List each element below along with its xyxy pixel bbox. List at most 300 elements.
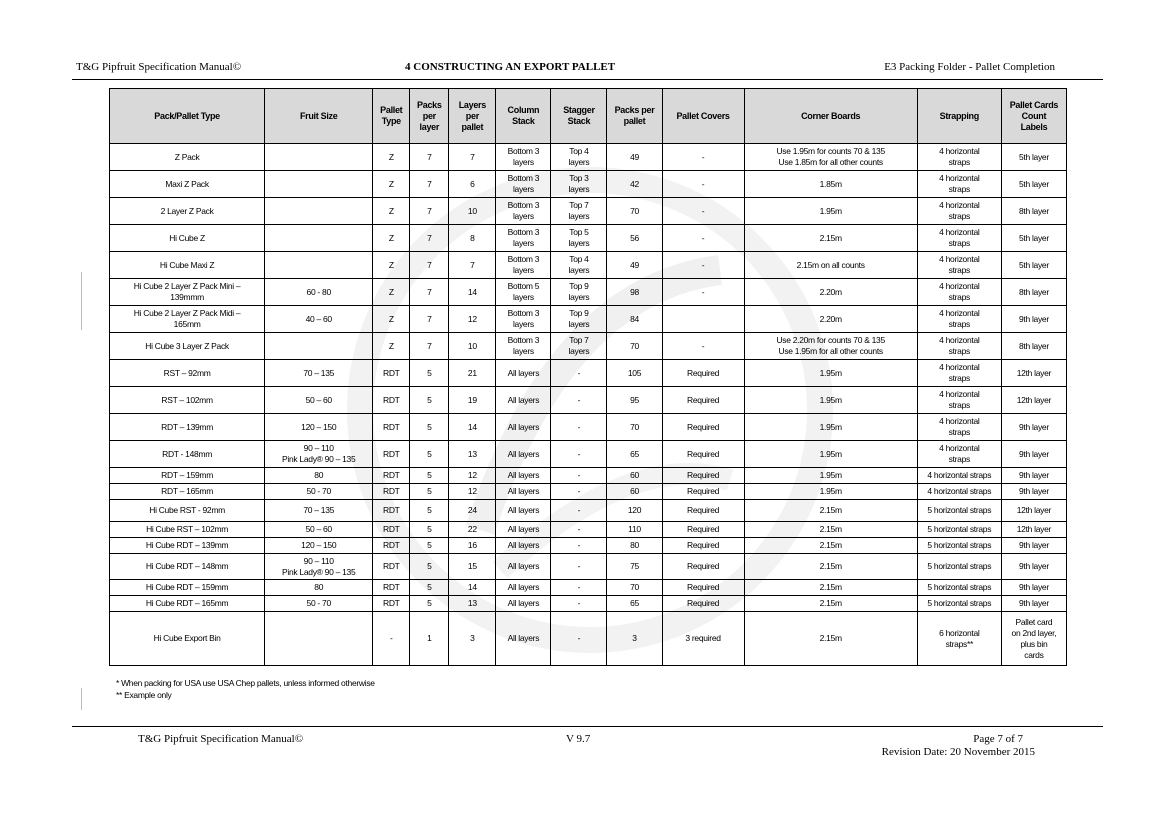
cell-packs-per-layer: 5: [410, 522, 449, 538]
cell-layers-per-pallet: 12: [449, 484, 496, 500]
cell-strapping: 4 horizontal straps: [917, 360, 1001, 387]
column-header-pallet-type: Pallet Type: [373, 89, 410, 144]
cell-packs-per-layer: 5: [410, 538, 449, 554]
cell-packs-per-layer: 7: [410, 279, 449, 306]
cell-strapping: 6 horizontal straps**: [917, 612, 1001, 666]
cell-stagger-stack: Top 9 layers: [551, 279, 607, 306]
cell-pallet-covers: 3 required: [662, 612, 744, 666]
table-row: [110, 538, 1067, 554]
cell-fruit-size: 60 - 80: [265, 279, 373, 306]
cell-pallet-cards: 8th layer: [1001, 198, 1066, 225]
footnotes: [116, 677, 375, 701]
cell-corner-boards: 2.15m: [744, 596, 917, 612]
cell-pallet-cards: 5th layer: [1001, 252, 1066, 279]
cell-pallet-type: Z: [373, 333, 410, 360]
cell-pallet-covers: Required: [662, 538, 744, 554]
cell-packs-per-pallet: 110: [607, 522, 662, 538]
footnote-usa: * When packing for USA use USA Chep pallets, unless informed otherwise: [116, 678, 375, 688]
cell-pallet-covers: Required: [662, 500, 744, 522]
column-header-pack-type: Pack/Pallet Type: [110, 89, 265, 144]
cell-packs-per-pallet: 3: [607, 612, 662, 666]
cell-pack-type: Hi Cube Z: [110, 225, 265, 252]
header-left: T&G Pipfruit Specification Manual©: [76, 61, 242, 73]
cell-pack-type: RDT - 148mm: [110, 441, 265, 468]
cell-pallet-type: Z: [373, 306, 410, 333]
cell-corner-boards: Use 1.95m for counts 70 & 135 Use 1.85m for all other counts: [744, 144, 917, 171]
cell-stagger-stack: -: [551, 360, 607, 387]
cell-column-stack: All layers: [496, 612, 551, 666]
cell-stagger-stack: -: [551, 596, 607, 612]
cell-corner-boards: 1.95m: [744, 414, 917, 441]
cell-layers-per-pallet: 16: [449, 538, 496, 554]
cell-packs-per-layer: 7: [410, 144, 449, 171]
cell-pallet-type: RDT: [373, 484, 410, 500]
cell-packs-per-pallet: 49: [607, 144, 662, 171]
cell-stagger-stack: -: [551, 414, 607, 441]
cell-pack-type: Hi Cube 3 Layer Z Pack: [110, 333, 265, 360]
cell-packs-per-layer: 5: [410, 500, 449, 522]
cell-packs-per-pallet: 75: [607, 554, 662, 580]
cell-pack-type: Hi Cube Export Bin: [110, 612, 265, 666]
table-row: [110, 580, 1067, 596]
cell-pallet-covers: -: [662, 144, 744, 171]
cell-packs-per-layer: 7: [410, 198, 449, 225]
header-right: E3 Packing Folder - Pallet Completion: [884, 61, 1055, 73]
cell-fruit-size: 50 - 70: [265, 484, 373, 500]
cell-strapping: 4 horizontal straps: [917, 225, 1001, 252]
cell-pallet-cards: 12th layer: [1001, 522, 1066, 538]
cell-pallet-covers: Required: [662, 468, 744, 484]
cell-column-stack: All layers: [496, 484, 551, 500]
cell-fruit-size: 50 – 60: [265, 387, 373, 414]
cell-pallet-type: Z: [373, 225, 410, 252]
cell-packs-per-layer: 5: [410, 596, 449, 612]
table-row: [110, 554, 1067, 580]
cell-stagger-stack: -: [551, 441, 607, 468]
cell-corner-boards: 1.95m: [744, 484, 917, 500]
change-bar: [81, 688, 82, 710]
cell-strapping: 4 horizontal straps: [917, 279, 1001, 306]
column-header-pallet-cards: Pallet Cards Count Labels: [1001, 89, 1066, 144]
cell-packs-per-layer: 5: [410, 468, 449, 484]
cell-fruit-size: [265, 171, 373, 198]
table-row: [110, 468, 1067, 484]
cell-corner-boards: 1.85m: [744, 171, 917, 198]
column-header-pallet-covers: Pallet Covers: [662, 89, 744, 144]
cell-pack-type: Hi Cube 2 Layer Z Pack Mini – 139mmm: [110, 279, 265, 306]
cell-pack-type: RDT – 165mm: [110, 484, 265, 500]
cell-fruit-size: 80: [265, 468, 373, 484]
cell-corner-boards: 1.95m: [744, 360, 917, 387]
cell-pallet-cards: 12th layer: [1001, 500, 1066, 522]
cell-layers-per-pallet: 7: [449, 144, 496, 171]
column-header-packs-per-pallet: Packs per pallet: [607, 89, 662, 144]
cell-packs-per-layer: 7: [410, 171, 449, 198]
cell-pack-type: 2 Layer Z Pack: [110, 198, 265, 225]
cell-stagger-stack: -: [551, 612, 607, 666]
cell-pack-type: Hi Cube 2 Layer Z Pack Midi – 165mm: [110, 306, 265, 333]
table-row: [110, 279, 1067, 306]
cell-corner-boards: 2.15m: [744, 500, 917, 522]
cell-strapping: 4 horizontal straps: [917, 252, 1001, 279]
table-row: [110, 252, 1067, 279]
cell-pallet-covers: Required: [662, 360, 744, 387]
cell-stagger-stack: -: [551, 538, 607, 554]
cell-pallet-covers: -: [662, 198, 744, 225]
cell-layers-per-pallet: 21: [449, 360, 496, 387]
cell-packs-per-pallet: 42: [607, 171, 662, 198]
cell-stagger-stack: -: [551, 387, 607, 414]
cell-pallet-cards: 5th layer: [1001, 144, 1066, 171]
column-header-strapping: Strapping: [917, 89, 1001, 144]
cell-fruit-size: 70 – 135: [265, 360, 373, 387]
cell-stagger-stack: Top 5 layers: [551, 225, 607, 252]
cell-pallet-cards: 5th layer: [1001, 171, 1066, 198]
cell-strapping: 4 horizontal straps: [917, 441, 1001, 468]
cell-packs-per-layer: 5: [410, 554, 449, 580]
cell-corner-boards: 2.20m: [744, 306, 917, 333]
cell-packs-per-pallet: 105: [607, 360, 662, 387]
cell-corner-boards: 2.15m: [744, 522, 917, 538]
cell-pallet-cards: 9th layer: [1001, 441, 1066, 468]
cell-layers-per-pallet: 10: [449, 198, 496, 225]
cell-packs-per-pallet: 65: [607, 596, 662, 612]
cell-pallet-type: Z: [373, 279, 410, 306]
cell-packs-per-pallet: 70: [607, 414, 662, 441]
footnote-example: ** Example only: [116, 690, 172, 700]
cell-pallet-type: RDT: [373, 554, 410, 580]
cell-strapping: 5 horizontal straps: [917, 522, 1001, 538]
cell-layers-per-pallet: 19: [449, 387, 496, 414]
cell-pallet-type: RDT: [373, 596, 410, 612]
cell-pack-type: Hi Cube RDT – 159mm: [110, 580, 265, 596]
cell-pack-type: RDT – 159mm: [110, 468, 265, 484]
footer-page: Page 7 of 7: [973, 733, 1023, 745]
cell-fruit-size: 80: [265, 580, 373, 596]
cell-packs-per-pallet: 70: [607, 333, 662, 360]
cell-strapping: 4 horizontal straps: [917, 468, 1001, 484]
table-row: [110, 225, 1067, 252]
cell-corner-boards: Use 2.20m for counts 70 & 135 Use 1.95m for all other counts: [744, 333, 917, 360]
cell-layers-per-pallet: 13: [449, 441, 496, 468]
cell-stagger-stack: -: [551, 554, 607, 580]
cell-pack-type: Hi Cube RST - 92mm: [110, 500, 265, 522]
cell-pack-type: Hi Cube Maxi Z: [110, 252, 265, 279]
cell-layers-per-pallet: 6: [449, 171, 496, 198]
cell-packs-per-pallet: 70: [607, 198, 662, 225]
cell-pallet-covers: Required: [662, 441, 744, 468]
table-row: [110, 198, 1067, 225]
cell-column-stack: Bottom 3 layers: [496, 225, 551, 252]
column-header-column-stack: Column Stack: [496, 89, 551, 144]
cell-layers-per-pallet: 14: [449, 414, 496, 441]
cell-corner-boards: 2.15m: [744, 538, 917, 554]
table-row: [110, 360, 1067, 387]
cell-stagger-stack: Top 7 layers: [551, 198, 607, 225]
cell-stagger-stack: -: [551, 580, 607, 596]
cell-packs-per-layer: 5: [410, 484, 449, 500]
cell-pallet-cards: 9th layer: [1001, 484, 1066, 500]
cell-pallet-type: RDT: [373, 441, 410, 468]
cell-pallet-type: RDT: [373, 468, 410, 484]
cell-stagger-stack: Top 4 layers: [551, 144, 607, 171]
cell-pallet-cards: 12th layer: [1001, 360, 1066, 387]
cell-corner-boards: 2.20m: [744, 279, 917, 306]
cell-pallet-type: RDT: [373, 538, 410, 554]
cell-corner-boards: 1.95m: [744, 198, 917, 225]
cell-stagger-stack: -: [551, 522, 607, 538]
table-row: [110, 171, 1067, 198]
header-center: 4 CONSTRUCTING AN EXPORT PALLET: [405, 61, 616, 73]
cell-pallet-cards: 9th layer: [1001, 306, 1066, 333]
cell-stagger-stack: Top 9 layers: [551, 306, 607, 333]
cell-packs-per-layer: 7: [410, 225, 449, 252]
cell-fruit-size: 40 – 60: [265, 306, 373, 333]
cell-pallet-type: RDT: [373, 414, 410, 441]
cell-strapping: 4 horizontal straps: [917, 387, 1001, 414]
table-row: [110, 500, 1067, 522]
cell-pack-type: Hi Cube RDT – 139mm: [110, 538, 265, 554]
cell-pallet-cards: 9th layer: [1001, 538, 1066, 554]
cell-strapping: 4 horizontal straps: [917, 198, 1001, 225]
cell-layers-per-pallet: 12: [449, 306, 496, 333]
cell-pallet-type: -: [373, 612, 410, 666]
column-header-fruit-size: Fruit Size: [265, 89, 373, 144]
cell-column-stack: All layers: [496, 596, 551, 612]
cell-column-stack: All layers: [496, 500, 551, 522]
cell-pallet-cards: 9th layer: [1001, 554, 1066, 580]
column-header-packs-per-layer: Packs per layer: [410, 89, 449, 144]
cell-packs-per-layer: 1: [410, 612, 449, 666]
cell-corner-boards: 2.15m on all counts: [744, 252, 917, 279]
cell-pallet-covers: [662, 306, 744, 333]
cell-pallet-cards: 8th layer: [1001, 333, 1066, 360]
cell-pack-type: Hi Cube RST – 102mm: [110, 522, 265, 538]
cell-pallet-covers: -: [662, 225, 744, 252]
cell-fruit-size: [265, 333, 373, 360]
cell-layers-per-pallet: 8: [449, 225, 496, 252]
cell-layers-per-pallet: 14: [449, 279, 496, 306]
cell-column-stack: Bottom 3 layers: [496, 333, 551, 360]
cell-pallet-type: Z: [373, 252, 410, 279]
cell-fruit-size: 120 – 150: [265, 414, 373, 441]
table-row: [110, 144, 1067, 171]
cell-stagger-stack: Top 3 layers: [551, 171, 607, 198]
cell-layers-per-pallet: 13: [449, 596, 496, 612]
cell-packs-per-pallet: 60: [607, 484, 662, 500]
table-row: [110, 596, 1067, 612]
cell-corner-boards: 2.15m: [744, 580, 917, 596]
pallet-spec-table-container: [109, 88, 1067, 666]
cell-strapping: 4 horizontal straps: [917, 144, 1001, 171]
cell-pallet-type: RDT: [373, 580, 410, 596]
footer-revision: Revision Date: 20 November 2015: [881, 746, 1035, 758]
column-header-layers-per-pallet: Layers per pallet: [449, 89, 496, 144]
footer-rule: [72, 726, 1103, 727]
cell-packs-per-pallet: 98: [607, 279, 662, 306]
footer-left: T&G Pipfruit Specification Manual©: [138, 733, 304, 745]
cell-pallet-type: Z: [373, 144, 410, 171]
cell-pack-type: Maxi Z Pack: [110, 171, 265, 198]
cell-column-stack: All layers: [496, 538, 551, 554]
cell-corner-boards: 1.95m: [744, 441, 917, 468]
cell-pallet-covers: Required: [662, 414, 744, 441]
cell-layers-per-pallet: 3: [449, 612, 496, 666]
table-row: [110, 522, 1067, 538]
column-header-stagger-stack: Stagger Stack: [551, 89, 607, 144]
table-row: [110, 387, 1067, 414]
cell-packs-per-layer: 5: [410, 360, 449, 387]
header-rule: [72, 79, 1103, 80]
cell-pallet-cards: 9th layer: [1001, 468, 1066, 484]
cell-layers-per-pallet: 14: [449, 580, 496, 596]
cell-stagger-stack: -: [551, 468, 607, 484]
cell-layers-per-pallet: 15: [449, 554, 496, 580]
cell-pallet-type: RDT: [373, 522, 410, 538]
cell-strapping: 5 horizontal straps: [917, 554, 1001, 580]
cell-pallet-cards: 9th layer: [1001, 580, 1066, 596]
cell-strapping: 4 horizontal straps: [917, 171, 1001, 198]
cell-fruit-size: 90 – 110 Pink Lady® 90 – 135: [265, 554, 373, 580]
column-header-corner-boards: Corner Boards: [744, 89, 917, 144]
cell-pack-type: Hi Cube RDT – 148mm: [110, 554, 265, 580]
cell-column-stack: Bottom 3 layers: [496, 306, 551, 333]
cell-packs-per-pallet: 95: [607, 387, 662, 414]
change-bar: [81, 272, 82, 330]
cell-pallet-covers: -: [662, 279, 744, 306]
cell-pallet-covers: -: [662, 171, 744, 198]
cell-packs-per-pallet: 70: [607, 580, 662, 596]
cell-fruit-size: [265, 252, 373, 279]
table-row: [110, 441, 1067, 468]
cell-packs-per-layer: 7: [410, 306, 449, 333]
cell-column-stack: All layers: [496, 387, 551, 414]
cell-pallet-covers: Required: [662, 554, 744, 580]
cell-strapping: 4 horizontal straps: [917, 414, 1001, 441]
cell-packs-per-pallet: 120: [607, 500, 662, 522]
cell-packs-per-layer: 7: [410, 333, 449, 360]
cell-column-stack: Bottom 3 layers: [496, 252, 551, 279]
cell-column-stack: All layers: [496, 580, 551, 596]
cell-pack-type: Hi Cube RDT – 165mm: [110, 596, 265, 612]
cell-column-stack: Bottom 3 layers: [496, 171, 551, 198]
cell-pack-type: Z Pack: [110, 144, 265, 171]
cell-fruit-size: [265, 612, 373, 666]
cell-packs-per-pallet: 80: [607, 538, 662, 554]
cell-pack-type: RST – 102mm: [110, 387, 265, 414]
cell-corner-boards: 1.95m: [744, 387, 917, 414]
cell-pallet-cards: 8th layer: [1001, 279, 1066, 306]
cell-fruit-size: 50 – 60: [265, 522, 373, 538]
cell-corner-boards: 1.95m: [744, 468, 917, 484]
cell-packs-per-layer: 5: [410, 580, 449, 596]
cell-pack-type: RST – 92mm: [110, 360, 265, 387]
table-body: [110, 144, 1067, 666]
cell-column-stack: All layers: [496, 554, 551, 580]
cell-strapping: 5 horizontal straps: [917, 500, 1001, 522]
cell-fruit-size: [265, 144, 373, 171]
cell-pallet-cards: 9th layer: [1001, 414, 1066, 441]
cell-packs-per-pallet: 65: [607, 441, 662, 468]
cell-column-stack: All layers: [496, 414, 551, 441]
cell-packs-per-layer: 5: [410, 414, 449, 441]
cell-strapping: 4 horizontal straps: [917, 306, 1001, 333]
cell-pallet-covers: -: [662, 333, 744, 360]
table-row: [110, 414, 1067, 441]
pallet-spec-table: [109, 88, 1067, 666]
cell-layers-per-pallet: 10: [449, 333, 496, 360]
cell-packs-per-layer: 7: [410, 252, 449, 279]
cell-packs-per-pallet: 49: [607, 252, 662, 279]
cell-pallet-cards: 5th layer: [1001, 225, 1066, 252]
cell-corner-boards: 2.15m: [744, 225, 917, 252]
cell-pallet-cards: 12th layer: [1001, 387, 1066, 414]
cell-corner-boards: 2.15m: [744, 612, 917, 666]
cell-pallet-cards: 9th layer: [1001, 596, 1066, 612]
cell-pallet-type: RDT: [373, 360, 410, 387]
cell-strapping: 5 horizontal straps: [917, 596, 1001, 612]
cell-pallet-covers: Required: [662, 484, 744, 500]
cell-fruit-size: 50 - 70: [265, 596, 373, 612]
cell-packs-per-pallet: 56: [607, 225, 662, 252]
cell-fruit-size: 120 – 150: [265, 538, 373, 554]
cell-stagger-stack: -: [551, 484, 607, 500]
cell-pallet-covers: Required: [662, 580, 744, 596]
cell-strapping: 5 horizontal straps: [917, 580, 1001, 596]
cell-layers-per-pallet: 24: [449, 500, 496, 522]
cell-pallet-type: Z: [373, 171, 410, 198]
cell-packs-per-layer: 5: [410, 441, 449, 468]
cell-pack-type: RDT – 139mm: [110, 414, 265, 441]
cell-layers-per-pallet: 12: [449, 468, 496, 484]
table-header-row: [110, 89, 1067, 144]
cell-packs-per-layer: 5: [410, 387, 449, 414]
cell-pallet-covers: Required: [662, 596, 744, 612]
cell-pallet-covers: -: [662, 252, 744, 279]
cell-layers-per-pallet: 22: [449, 522, 496, 538]
cell-column-stack: Bottom 3 layers: [496, 144, 551, 171]
cell-pallet-covers: Required: [662, 522, 744, 538]
cell-packs-per-pallet: 84: [607, 306, 662, 333]
cell-layers-per-pallet: 7: [449, 252, 496, 279]
cell-fruit-size: [265, 225, 373, 252]
cell-fruit-size: 90 – 110 Pink Lady® 90 – 135: [265, 441, 373, 468]
footer-version: V 9.7: [566, 733, 591, 745]
cell-column-stack: All layers: [496, 468, 551, 484]
cell-stagger-stack: Top 4 layers: [551, 252, 607, 279]
cell-strapping: 5 horizontal straps: [917, 538, 1001, 554]
cell-pallet-type: RDT: [373, 500, 410, 522]
cell-packs-per-pallet: 60: [607, 468, 662, 484]
cell-pallet-covers: Required: [662, 387, 744, 414]
cell-pallet-type: Z: [373, 198, 410, 225]
table-row: [110, 484, 1067, 500]
cell-column-stack: Bottom 5 layers: [496, 279, 551, 306]
cell-column-stack: All layers: [496, 441, 551, 468]
cell-pallet-cards: Pallet card on 2nd layer, plus bin cards: [1001, 612, 1066, 666]
table-row: [110, 612, 1067, 666]
cell-strapping: 4 horizontal straps: [917, 333, 1001, 360]
cell-corner-boards: 2.15m: [744, 554, 917, 580]
cell-fruit-size: [265, 198, 373, 225]
table-row: [110, 306, 1067, 333]
cell-column-stack: All layers: [496, 360, 551, 387]
cell-pallet-type: RDT: [373, 387, 410, 414]
cell-fruit-size: 70 – 135: [265, 500, 373, 522]
cell-stagger-stack: -: [551, 500, 607, 522]
cell-column-stack: Bottom 3 layers: [496, 198, 551, 225]
cell-strapping: 4 horizontal straps: [917, 484, 1001, 500]
